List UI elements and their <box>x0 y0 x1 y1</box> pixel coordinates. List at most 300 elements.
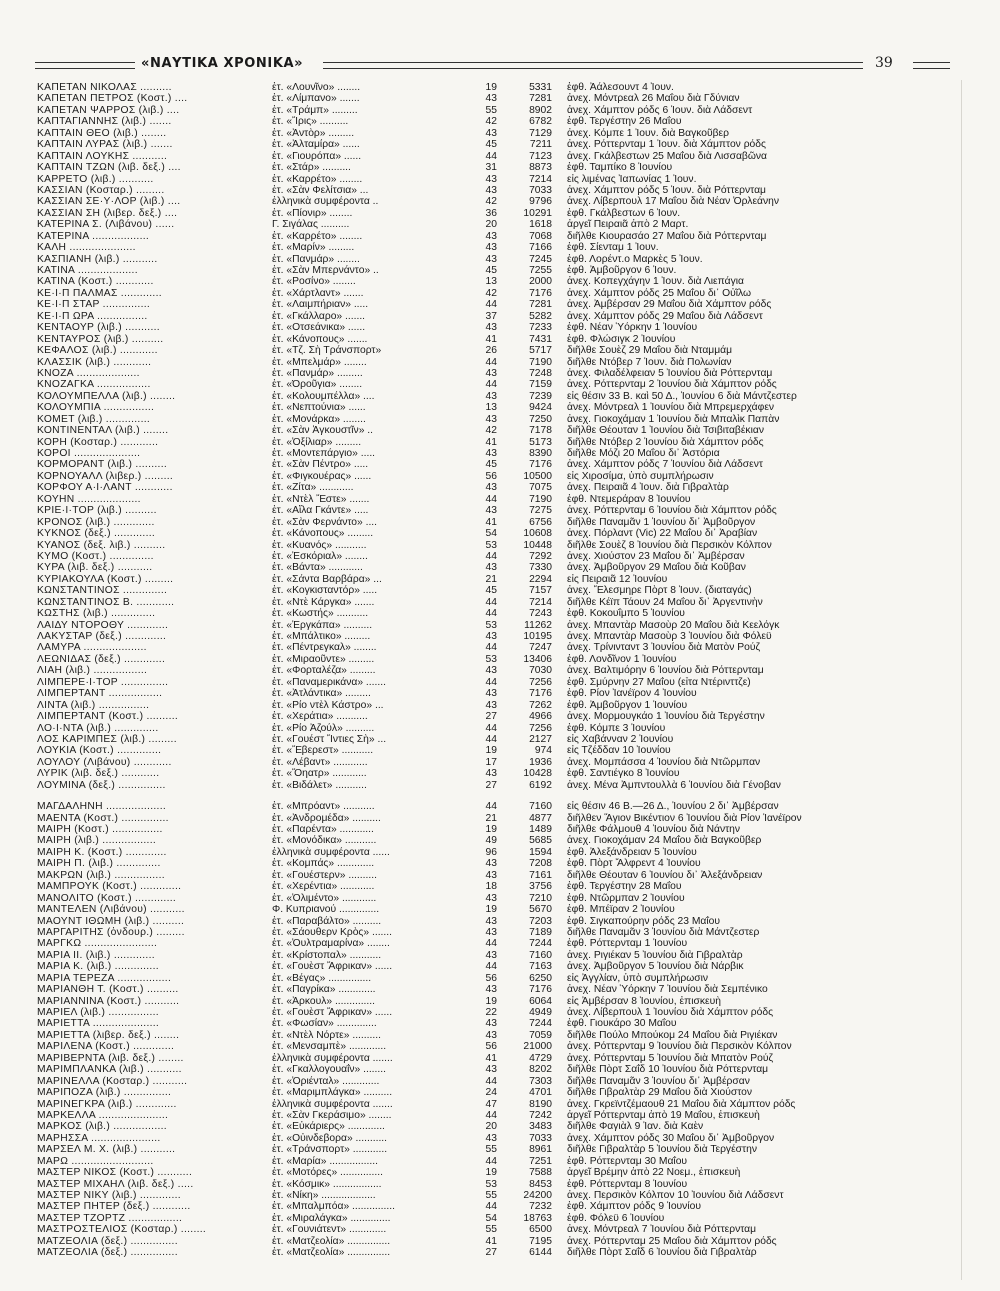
position-status: ἀνεχ. Ρόττερνταμ 6 Ἰουνίου διὰ Χάμπτον ρόδς <box>567 505 777 517</box>
tonnage: 7163 <box>529 961 552 973</box>
ship-name: ΚΕΝΤΑΟΥΡ (λιβ.) ........... <box>37 322 160 334</box>
agent-name: ἐτ. «Σὰν Φερνάντο» .... <box>272 516 378 528</box>
position-status: ἀνεχ. Ρόττερνταμ 1 Ἰουν. διὰ Χάμπτον ρόδς <box>567 139 766 151</box>
position-status: εἰς Χιροσίμα, ὑπὸ συμπλήρωσιν <box>567 470 714 482</box>
agent-name: ἐτ. «Φιγκουέρας» ...... <box>272 470 372 482</box>
tonnage: 11262 <box>524 619 552 631</box>
position-status: ἀνεχ. Μόντρεαλ 7 Ἰουνίου διὰ Ρόττερνταμ <box>567 1224 757 1236</box>
ship-name: ΚΟΥΗΝ .................... <box>37 493 141 505</box>
agent-name: ἐτ. «Καρρέτο» ........ <box>272 173 363 185</box>
ship-row <box>37 151 952 162</box>
tonnage: 6144 <box>529 1247 552 1259</box>
agent-name: ἐτ. «Όροῦγια» ........ <box>272 379 363 391</box>
position-status: ἀνεχ. Πειραιᾶ 4 Ἰουν. διὰ Γιβραλτὰρ <box>567 482 729 494</box>
built-year: 45 <box>485 139 497 151</box>
position-status: ἐφθ. Λονδῖνον 1 Ἰουνίου <box>567 653 677 665</box>
tonnage: 7189 <box>529 926 552 938</box>
ship-name: ΜΑΡΙΝΕΓΚΡΑ (λιβ.) ............. <box>37 1098 177 1110</box>
ship-name: ΜΑΙΡΗ Κ. (Κοστ.) ............. <box>37 846 167 858</box>
ship-name: ΜΑΙΡΗ Π. (λιβ.) .............. <box>37 858 161 870</box>
tonnage: 2294 <box>529 573 552 585</box>
position-status: ἀνεχ. Χάμπτον ρόδς 29 Μαΐου διὰ Λάδσεντ <box>567 310 763 322</box>
ship-row <box>37 1213 952 1224</box>
ship-name: ΛΙΑΗ (λιβ.) ................. <box>37 665 148 677</box>
position-status: ἀνεχ. Γιοκοχάμαν 1 Ἰουνίου διὰ Μπαλὶκ Παπὰν <box>567 413 780 425</box>
agent-name: ἐτ. «Αἴλα Γκάντε» ..... <box>272 505 369 517</box>
ship-name: ΜΑΡΙΜΠΛΑΝΚΑ (λιβ.) ........... <box>37 1064 182 1076</box>
ship-name: ΚΑΤΕΡΙΝΑ .................. <box>37 230 150 242</box>
ship-row <box>37 196 952 207</box>
built-year: 42 <box>485 425 497 437</box>
tonnage: 10500 <box>523 470 552 482</box>
ship-name: ΜΑΣΤΕΡ ΝΙΚΥ (λιβ.) ............. <box>37 1190 181 1201</box>
ship-row <box>37 835 952 846</box>
position-status: ἀνεχ. Μπαντὰρ Μασοὺρ 3 Ἰουνίου διὰ Φόλεϋ <box>567 631 772 642</box>
tonnage: 24200 <box>523 1190 552 1201</box>
agent-name: ἐτ. «Τράνσπορτ» ............ <box>272 1144 388 1156</box>
agent-name: ἐτ. «Πανμάρ» ........ <box>272 253 360 265</box>
built-year: 44 <box>485 356 497 368</box>
built-year: 19 <box>485 82 497 93</box>
ship-row <box>37 174 952 185</box>
agent-name: ἐτ. «Μοτόρες» ............... <box>272 1167 383 1179</box>
tonnage: 10195 <box>523 631 552 642</box>
position-status: ἀνεχ. Ρόττερνταμ 9 Ἰουνίου διὰ Περσικὸν Κόλπον <box>567 1041 792 1053</box>
ship-name: ΜΑΡΙΕΤΤΑ ..................... <box>37 1018 160 1030</box>
tonnage: 7281 <box>529 93 552 105</box>
ship-row <box>37 801 952 812</box>
tonnage: 4729 <box>529 1052 552 1064</box>
tonnage: 7211 <box>529 139 552 151</box>
ship-row <box>37 1133 952 1144</box>
position-status: διῆλθε Παναμᾶν 3 Ἰουνίου διὰ Μάντζεστερ <box>567 926 760 938</box>
tonnage: 7330 <box>529 562 552 574</box>
ship-name: ΚΟΡΗ (Κοσταρ.) ............ <box>37 436 159 448</box>
built-year: 43 <box>485 688 497 700</box>
ship-row <box>37 128 952 139</box>
ship-row <box>37 984 952 995</box>
built-year: 27 <box>485 1247 497 1259</box>
position-status: διῆλθε Σουὲζ 29 Μαΐου διὰ Νταμμάμ <box>567 345 733 357</box>
agent-name: ἐτ. «Ὅηατρ» ............ <box>272 768 367 780</box>
tonnage: 7256 <box>529 676 552 688</box>
position-status: ἐφθ. Πὸρτ Ἄλφρεντ 4 Ἰουνίου <box>567 858 701 870</box>
ship-name: ΛΑΚΥΣΤΑΡ (δεξ.) ............. <box>37 631 167 642</box>
agent-name: ἐτ. «Κάνοπους» ......... <box>272 528 374 540</box>
ship-row <box>37 231 952 242</box>
tonnage: 7233 <box>529 322 552 334</box>
agent-name: ἐτ. «Οὐινδεβορα» ........... <box>272 1132 388 1144</box>
built-year: 43 <box>485 699 497 711</box>
position-status: διῆλθε Παναμᾶν 3 Ἰουνίου δι᾽ Ἀμβέρσαν <box>567 1075 750 1087</box>
ship-row <box>37 1167 952 1178</box>
position-status: ἐφθ. Ρόττερνταμ 30 Μαΐου <box>567 1155 688 1167</box>
ship-name: ΚΕ·Ι·Π ΣΤΑΡ ............... <box>37 299 151 311</box>
built-year: 43 <box>485 665 497 677</box>
tonnage: 6064 <box>529 995 552 1007</box>
agent-name: ἐτ. «Παραβάλτο» .......... <box>272 915 382 927</box>
agent-name: ἐτ. «Ἀντὸρ» ......... <box>272 127 355 139</box>
ship-row <box>37 1224 952 1235</box>
position-status: ἀνεχ. Μπαντὰρ Μασοὺρ 20 Μαΐου διὰ Κεελόγκ <box>567 619 780 631</box>
ship-name: ΜΑΣΤΡΟΣΤΕΛΙΟΣ (Κοσταρ.) ........ <box>37 1224 207 1236</box>
agent-name: ἐτ. «Μπρόαντ» ........... <box>272 801 375 813</box>
agent-name: ἐτ. «Σὰν Μπερνάντο» .. <box>272 265 379 276</box>
ship-row <box>37 219 952 230</box>
ship-name: ΜΑΡΓΚΩ ....................... <box>37 938 158 950</box>
tonnage: 7033 <box>529 1132 552 1144</box>
agent-name: ἐτ. «Κολουμπέλλα» .... <box>272 390 375 402</box>
position-status: ἐφθ. Σιγκαπούρην ρόδς 23 Μαΐου <box>567 915 721 927</box>
built-year: 43 <box>485 858 497 870</box>
tonnage: 7129 <box>529 127 552 139</box>
ship-name: ΚΑΠΤΑΓΙΑΝΝΗΣ (λιβ.) ....... <box>37 116 172 128</box>
ship-name: ΜΑΚΡΩΝ (λιβ.) ................ <box>37 869 165 881</box>
built-year: 17 <box>485 756 497 768</box>
ship-row <box>37 1156 952 1167</box>
position-status: ἀργεῖ Πειραιᾶ ἀπὸ 2 Μαρτ. <box>567 219 689 231</box>
ship-name: ΜΑΙΡΗ (Κοστ.) ................ <box>37 824 163 835</box>
built-year: 36 <box>485 207 497 219</box>
built-year: 18 <box>485 881 497 893</box>
ship-name: ΚΟΝΤΙΝΕΝΤΑΛ (λιβ.) ........ <box>37 425 169 437</box>
tonnage: 7161 <box>529 869 552 881</box>
position-status: ἀνεχ. Χάμπτον ρόδς 30 Μαΐου δι᾽ Ἀμβοῦργον <box>567 1132 775 1144</box>
ship-row <box>37 482 952 493</box>
tonnage: 7159 <box>529 379 552 391</box>
ship-row <box>37 1030 952 1041</box>
tonnage: 7203 <box>529 915 552 927</box>
tonnage: 6250 <box>529 972 552 984</box>
tonnage: 6500 <box>529 1224 552 1236</box>
tonnage: 7195 <box>529 1235 552 1247</box>
agent-name: ἐτ. «Παναμερικάνα» ....... <box>272 676 386 688</box>
position-status: ἐφθ. Κοκουΐμπο 5 Ἰουνίου <box>567 608 685 620</box>
built-year: 43 <box>485 631 497 642</box>
built-year: 56 <box>485 972 497 984</box>
ship-row <box>37 608 952 619</box>
ship-row <box>37 620 952 631</box>
ship-name: ΚΟΡΦΟΥ Α·Ι·ΛΑΝΤ ............ <box>37 482 173 494</box>
position-status: διῆλθε Σουὲζ 8 Ἰουνίου διὰ Περσικὸν Κόλπον <box>567 539 772 551</box>
agent-name: ἐτ. «Μαρίν» ......... <box>272 242 355 254</box>
ship-row <box>37 414 952 425</box>
built-year: 44 <box>485 596 497 608</box>
built-year: 43 <box>485 768 497 780</box>
tonnage: 7075 <box>529 482 552 494</box>
built-year: 19 <box>485 904 497 916</box>
ship-row <box>37 642 952 653</box>
built-year: 44 <box>485 1075 497 1087</box>
ship-row <box>37 688 952 699</box>
ship-row <box>37 505 952 516</box>
agent-name: ἐτ. «Ντὲλ Ἔστε» ....... <box>272 493 370 505</box>
ship-row <box>37 82 952 93</box>
tonnage: 10291 <box>523 207 552 219</box>
position-status: ἀνεχ. Φιλαδέλφειαν 5 Ἰουνίου διὰ Ρόττερνταμ <box>567 367 773 379</box>
ship-row <box>37 1121 952 1132</box>
agent-name: ἐτ. «Μπάλτικο» ......... <box>272 631 371 642</box>
tonnage: 7243 <box>529 608 552 620</box>
position-status: ἐφθ. Φόλεϋ 6 Ἰουνίου <box>567 1212 665 1224</box>
header-rule-right <box>913 62 950 69</box>
tonnage: 974 <box>534 745 552 757</box>
agent-name: ἐτ. «Κόσμικ» ................. <box>272 1178 382 1190</box>
built-year: 53 <box>485 653 497 665</box>
agent-name: ἐτ. «Γουνιάτεντ» ............. <box>272 1224 387 1236</box>
agent-name: ἐτ. «Σὰν Γκεράσιμο» ........ <box>272 1109 392 1121</box>
position-status: ἀνεχ. Νέαν Ὑόρκην 7 Ἰουνίου διὰ Σεμπένικο <box>567 984 768 996</box>
ship-row <box>37 961 952 972</box>
tonnage: 7248 <box>529 367 552 379</box>
position-status: διῆλθε Ντόβερ 7 Ἰουν. διὰ Πολωνίαν <box>567 356 732 368</box>
tonnage: 7250 <box>529 413 552 425</box>
agent-name: ἐτ. «Μονόδικα» ........... <box>272 835 377 847</box>
agent-name: ἐτ. «Ὀυλτραμαρίνα» ........ <box>272 938 390 950</box>
ship-name: ΜΑΡΚΕΛΛΑ ...................... <box>37 1109 169 1121</box>
ship-row <box>37 254 952 265</box>
built-year: 27 <box>485 711 497 723</box>
agent-name: ἐτ. «Τζ. Σὴ Τράνσπορτ» <box>272 345 382 357</box>
built-year: 55 <box>485 1224 497 1236</box>
tonnage: 7176 <box>529 688 552 700</box>
built-year: 44 <box>485 801 497 813</box>
agent-name: ἐτ. «Γουὲστ Ἄφρικαν» ...... <box>272 1007 393 1018</box>
position-status: ἐφθ. Χάμπτον ρόδς 9 Ἰουνίου <box>567 1201 701 1213</box>
built-year: 43 <box>485 173 497 185</box>
agent-name: ἐτ. «Σάντα Βαρβάρα» ... <box>272 573 382 585</box>
built-year: 43 <box>485 949 497 961</box>
built-year: 43 <box>485 93 497 105</box>
position-status: ἀνεχ. Χάμπτον ρόδς 6 Ἰουν. διὰ Λάδσεντ <box>567 104 753 116</box>
built-year: 54 <box>485 528 497 540</box>
agent-name: ἐτ. «Ὀξίλιαρ» ......... <box>272 436 362 448</box>
built-year: 43 <box>485 505 497 517</box>
position-status: ἀνεχ. Μορμουγκάο 1 Ἰουνίου διὰ Τεργέστην <box>567 711 765 723</box>
agent-name: ἐτ. «Ματζεολία» ............... <box>272 1247 391 1259</box>
agent-name: ἐτ. «Πανμάρ» ......... <box>272 367 363 379</box>
agent-name: Φ. Κυπριανού .............. <box>272 904 380 916</box>
ship-name: ΜΑΡΗΣΣΑ ...................... <box>37 1132 161 1144</box>
position-status: εἰς λιμένας Ἰαπωνίας 1 Ἰουν. <box>567 173 697 185</box>
tonnage: 1489 <box>529 824 552 835</box>
position-status: ἀνεχ. Ἀμβέρσαν 29 Μαΐου διὰ Χάμπτον ρόδς <box>567 299 772 311</box>
position-status: ἐφθ. Γιουκάρο 30 Μαΐου <box>567 1018 677 1030</box>
tonnage: 8873 <box>529 162 552 174</box>
ship-name: ΜΑΣΤΕΡ ΠΗΤΕΡ (δεξ.) ............ <box>37 1201 191 1213</box>
ship-row <box>37 700 952 711</box>
built-year: 56 <box>485 470 497 482</box>
ship-name: ΚΟΡΜΟΡΑΝΤ (λιβ.) .......... <box>37 459 168 471</box>
ship-name: ΜΑΡΙΑΝΘΗ Τ. (Κοστ.) .......... <box>37 984 179 996</box>
tonnage: 4877 <box>529 812 552 824</box>
agent-name: ἐτ. «Ζίτα» ............ <box>272 482 354 494</box>
tonnage: 1936 <box>529 756 552 768</box>
agent-name: ἐτ. «Σὰν Ἀγκουστῖν» .. <box>272 425 373 437</box>
ship-name: ΚΕ·Ι·Π ΠΑΛΜΑΣ ............. <box>37 287 162 299</box>
agent-name: ἐτ. «Γουέστ Ἴντιες Σὴ» ... <box>272 733 387 745</box>
ship-row <box>37 881 952 892</box>
ship-name: ΜΑΡΩ .......................... <box>37 1155 154 1167</box>
ship-row <box>37 391 952 402</box>
ship-name: ΜΑΡΚΟΣ (λιβ.) ................. <box>37 1121 167 1133</box>
agent-name: ἐτ. «Λέβαντ» ............ <box>272 756 368 768</box>
tonnage: 7123 <box>529 150 552 162</box>
tonnage: 7030 <box>529 665 552 677</box>
position-status: ἀνεχ. Χιούστον 23 Μαΐου δι᾽ Ἀμβέρσαν <box>567 550 745 562</box>
agent-name: ἐτ. «Στάρ» .......... <box>272 162 351 174</box>
tonnage: 7033 <box>529 184 552 196</box>
ship-name: ΚΥΜΟ (Κοστ.) .............. <box>37 550 154 562</box>
ship-row <box>37 402 952 413</box>
position-status: ἀνεχ. Κόμπε 1 Ἰουν. διὰ Βαγκοῦβερ <box>567 127 730 139</box>
ship-row <box>37 1018 952 1029</box>
built-year: 44 <box>485 642 497 654</box>
ship-name: ΜΑΤΖΕΟΛΙΑ (δεξ.) ............... <box>37 1247 178 1259</box>
tonnage: 7214 <box>529 596 552 608</box>
ship-row <box>37 847 952 858</box>
position-status: διῆλθε Γιβραλτὰρ 29 Μαΐου διὰ Χιούστον <box>567 1087 753 1099</box>
position-status: ἐφθ. Σίενταμ 1 Ἰουν. <box>567 242 659 254</box>
built-year: 43 <box>485 984 497 996</box>
ship-row <box>37 379 952 390</box>
ship-name: ΚΡΟΝΟΣ (λιβ.) ............. <box>37 516 155 528</box>
built-year: 43 <box>485 242 497 254</box>
tonnage: 7160 <box>529 801 552 813</box>
ship-row <box>37 1144 952 1155</box>
built-year: 26 <box>485 345 497 357</box>
tonnage: 7068 <box>529 230 552 242</box>
ship-name: ΛΙΜΠΕΡΕ·Ι·ΤΟΡ ............... <box>37 676 169 688</box>
position-status: εἰς Χαβάνναν 2 Ἰουνίου <box>567 733 674 745</box>
agent-name: ἐτ. «Παγρίκα» ............. <box>272 984 376 996</box>
position-status: ἀνεχ. Ρόττερνταμ 2 Ἰουνίου διὰ Χάμπτον ρόδς <box>567 379 777 391</box>
ship-row <box>37 551 952 562</box>
ship-name: ΜΑΡΙΕΤΤΑ (λιβερ. δεξ.) ........ <box>37 1029 180 1041</box>
ship-row <box>37 904 952 915</box>
agent-name: ἐτ. «Ἐσκόριαλ» ........ <box>272 550 368 562</box>
ship-row <box>37 357 952 368</box>
ship-name: ΚΟΛΟΥΜΠΕΛΛΑ (λιβ.) ........ <box>37 390 176 402</box>
built-year: 21 <box>485 573 497 585</box>
agent-name: ἐτ. «Βιδάλετ» ........... <box>272 779 367 791</box>
agent-name: ἐτ. «Μιραλάγκα» .............. <box>272 1212 391 1224</box>
agent-name: ἐτ. «Κωστής» ........... <box>272 608 369 620</box>
agent-name: ἐτ. «Μπαλμπόα» ............... <box>272 1201 395 1213</box>
position-status: ἐφθ. Ἀμβοῦργον 6 Ἰουν. <box>567 265 677 276</box>
ship-name: ΚΡΙΕ·Ι·ΤΟΡ (λιβ.) .......... <box>37 505 157 517</box>
agent-name: ἐτ. «Τράμπ» ......... <box>272 104 358 116</box>
built-year: 53 <box>485 1178 497 1190</box>
ship-row <box>37 494 952 505</box>
ship-name: ΜΑΡΣΕΛ Μ. Χ. (λιβ.) ........... <box>37 1144 176 1156</box>
agent-name: ἐτ. «Κρίστοπαλ» ........... <box>272 949 382 961</box>
tonnage: 7239 <box>529 390 552 402</box>
position-status: ἀνεχ. Μόντρεαλ 1 Ἰουνίου διὰ Μπρεμερχάφεν <box>567 402 775 414</box>
built-year: 44 <box>485 733 497 745</box>
agent-name: ἐτ. «Λίμπανο» ....... <box>272 93 360 105</box>
agent-name: ἑλληνικὰ συμφέροντα .. <box>272 196 379 208</box>
ship-name: ΚΛΑΣΣΙΚ (λιβ.) ............ <box>37 356 152 368</box>
tonnage: 7208 <box>529 858 552 870</box>
tonnage: 7431 <box>529 333 552 345</box>
tonnage: 7244 <box>529 938 552 950</box>
tonnage: 10448 <box>523 539 552 551</box>
ship-row <box>37 437 952 448</box>
built-year: 43 <box>485 1132 497 1144</box>
ship-register-list <box>37 82 952 1259</box>
ship-row <box>37 1053 952 1064</box>
ship-row <box>37 276 952 287</box>
tonnage: 7157 <box>529 585 552 597</box>
tonnage: 4701 <box>529 1087 552 1099</box>
built-year: 41 <box>485 333 497 345</box>
ship-row <box>37 1201 952 1212</box>
agent-name: ἐτ. «Ματζεολία» ............... <box>272 1235 391 1247</box>
ship-row <box>37 93 952 104</box>
agent-name: ἐτ. «Σὰν Πέντρο» ..... <box>272 459 369 471</box>
built-year: 43 <box>485 127 497 139</box>
ship-name: ΛΙΜΠΕΡΤΑΝΤ (Κοστ.) .......... <box>37 711 179 723</box>
ship-name: ΛΟ·Ι·ΝΤΑ (λιβ.) .............. <box>37 722 159 734</box>
ship-name: ΚΥΡΙΑΚΟΥΛΑ (Κοστ.) ......... <box>37 573 174 585</box>
tonnage: 7176 <box>529 459 552 471</box>
agent-name: Γ. Σιγάλας .......... <box>272 219 350 231</box>
ship-row <box>37 162 952 173</box>
ship-name: ΚΕ·Ι·Π ΩΡΑ ................ <box>37 310 148 322</box>
ship-name: ΚΑΠΤΑΙΝ ΛΟΥΚΗΣ ........... <box>37 150 168 162</box>
tonnage: 9424 <box>529 402 552 414</box>
tonnage: 5331 <box>529 82 552 93</box>
ship-row <box>37 677 952 688</box>
built-year: 43 <box>485 322 497 334</box>
built-year: 20 <box>485 1121 497 1133</box>
tonnage: 7281 <box>529 299 552 311</box>
ship-name: ΚΩΣΤΗΣ (λιβ.) .............. <box>37 608 156 620</box>
ship-row <box>37 311 952 322</box>
built-year: 13 <box>485 402 497 414</box>
ship-row <box>37 139 952 150</box>
ship-name: ΚΑΠΕΤΑΝ ΨΑΡΡΟΣ (λιβ.) .... <box>37 104 180 116</box>
built-year: 43 <box>485 869 497 881</box>
ship-name: ΚΥΚΝΟΣ (δεξ.) ............. <box>37 528 156 540</box>
ship-name: ΚΑΤΙΝΑ (Κοστ.) ............ <box>37 276 154 288</box>
ship-row <box>37 574 952 585</box>
ship-name: ΜΑΡΙΝΕΛΛΑ (Κοσταρ.) ........... <box>37 1075 188 1087</box>
built-year: 44 <box>485 676 497 688</box>
built-year: 41 <box>485 436 497 448</box>
ship-name: ΚΟΜΕΤ (λιβ.) .............. <box>37 413 151 425</box>
agent-name: ἐτ. «Ντὲ Κάργκα» ....... <box>272 596 375 608</box>
agent-name: ἑλληνικὰ συμφέροντα ....... <box>272 1052 393 1064</box>
agent-name: ἐτ. «Μαρία» ................. <box>272 1155 378 1167</box>
ship-row <box>37 265 952 276</box>
position-status: ἐφθ. Κόμπε 3 Ἰουνίου <box>567 722 666 734</box>
agent-name: ἐτ. «Μονάρκα» ........ <box>272 413 366 425</box>
tonnage: 7245 <box>529 253 552 265</box>
agent-name: ἐτ. «Κογκισταντόρ» ..... <box>272 585 378 597</box>
ship-row <box>37 1236 952 1247</box>
built-year: 19 <box>485 1167 497 1179</box>
ship-row <box>37 1190 952 1201</box>
ship-name: ΜΑΟΥΝΤ ΙΘΩΜΗ (λιβ.) .......... <box>37 915 185 927</box>
ship-row <box>37 711 952 722</box>
ship-row <box>37 723 952 734</box>
agent-name: ἐτ. «Καρρέτο» ........ <box>272 230 363 242</box>
tonnage: 7190 <box>529 356 552 368</box>
position-status: ἀνεχ. Πόρλαντ (Vic) 22 Μαΐου δι᾽ Ἀραβίαν <box>567 528 758 540</box>
tonnage: 7190 <box>529 493 552 505</box>
